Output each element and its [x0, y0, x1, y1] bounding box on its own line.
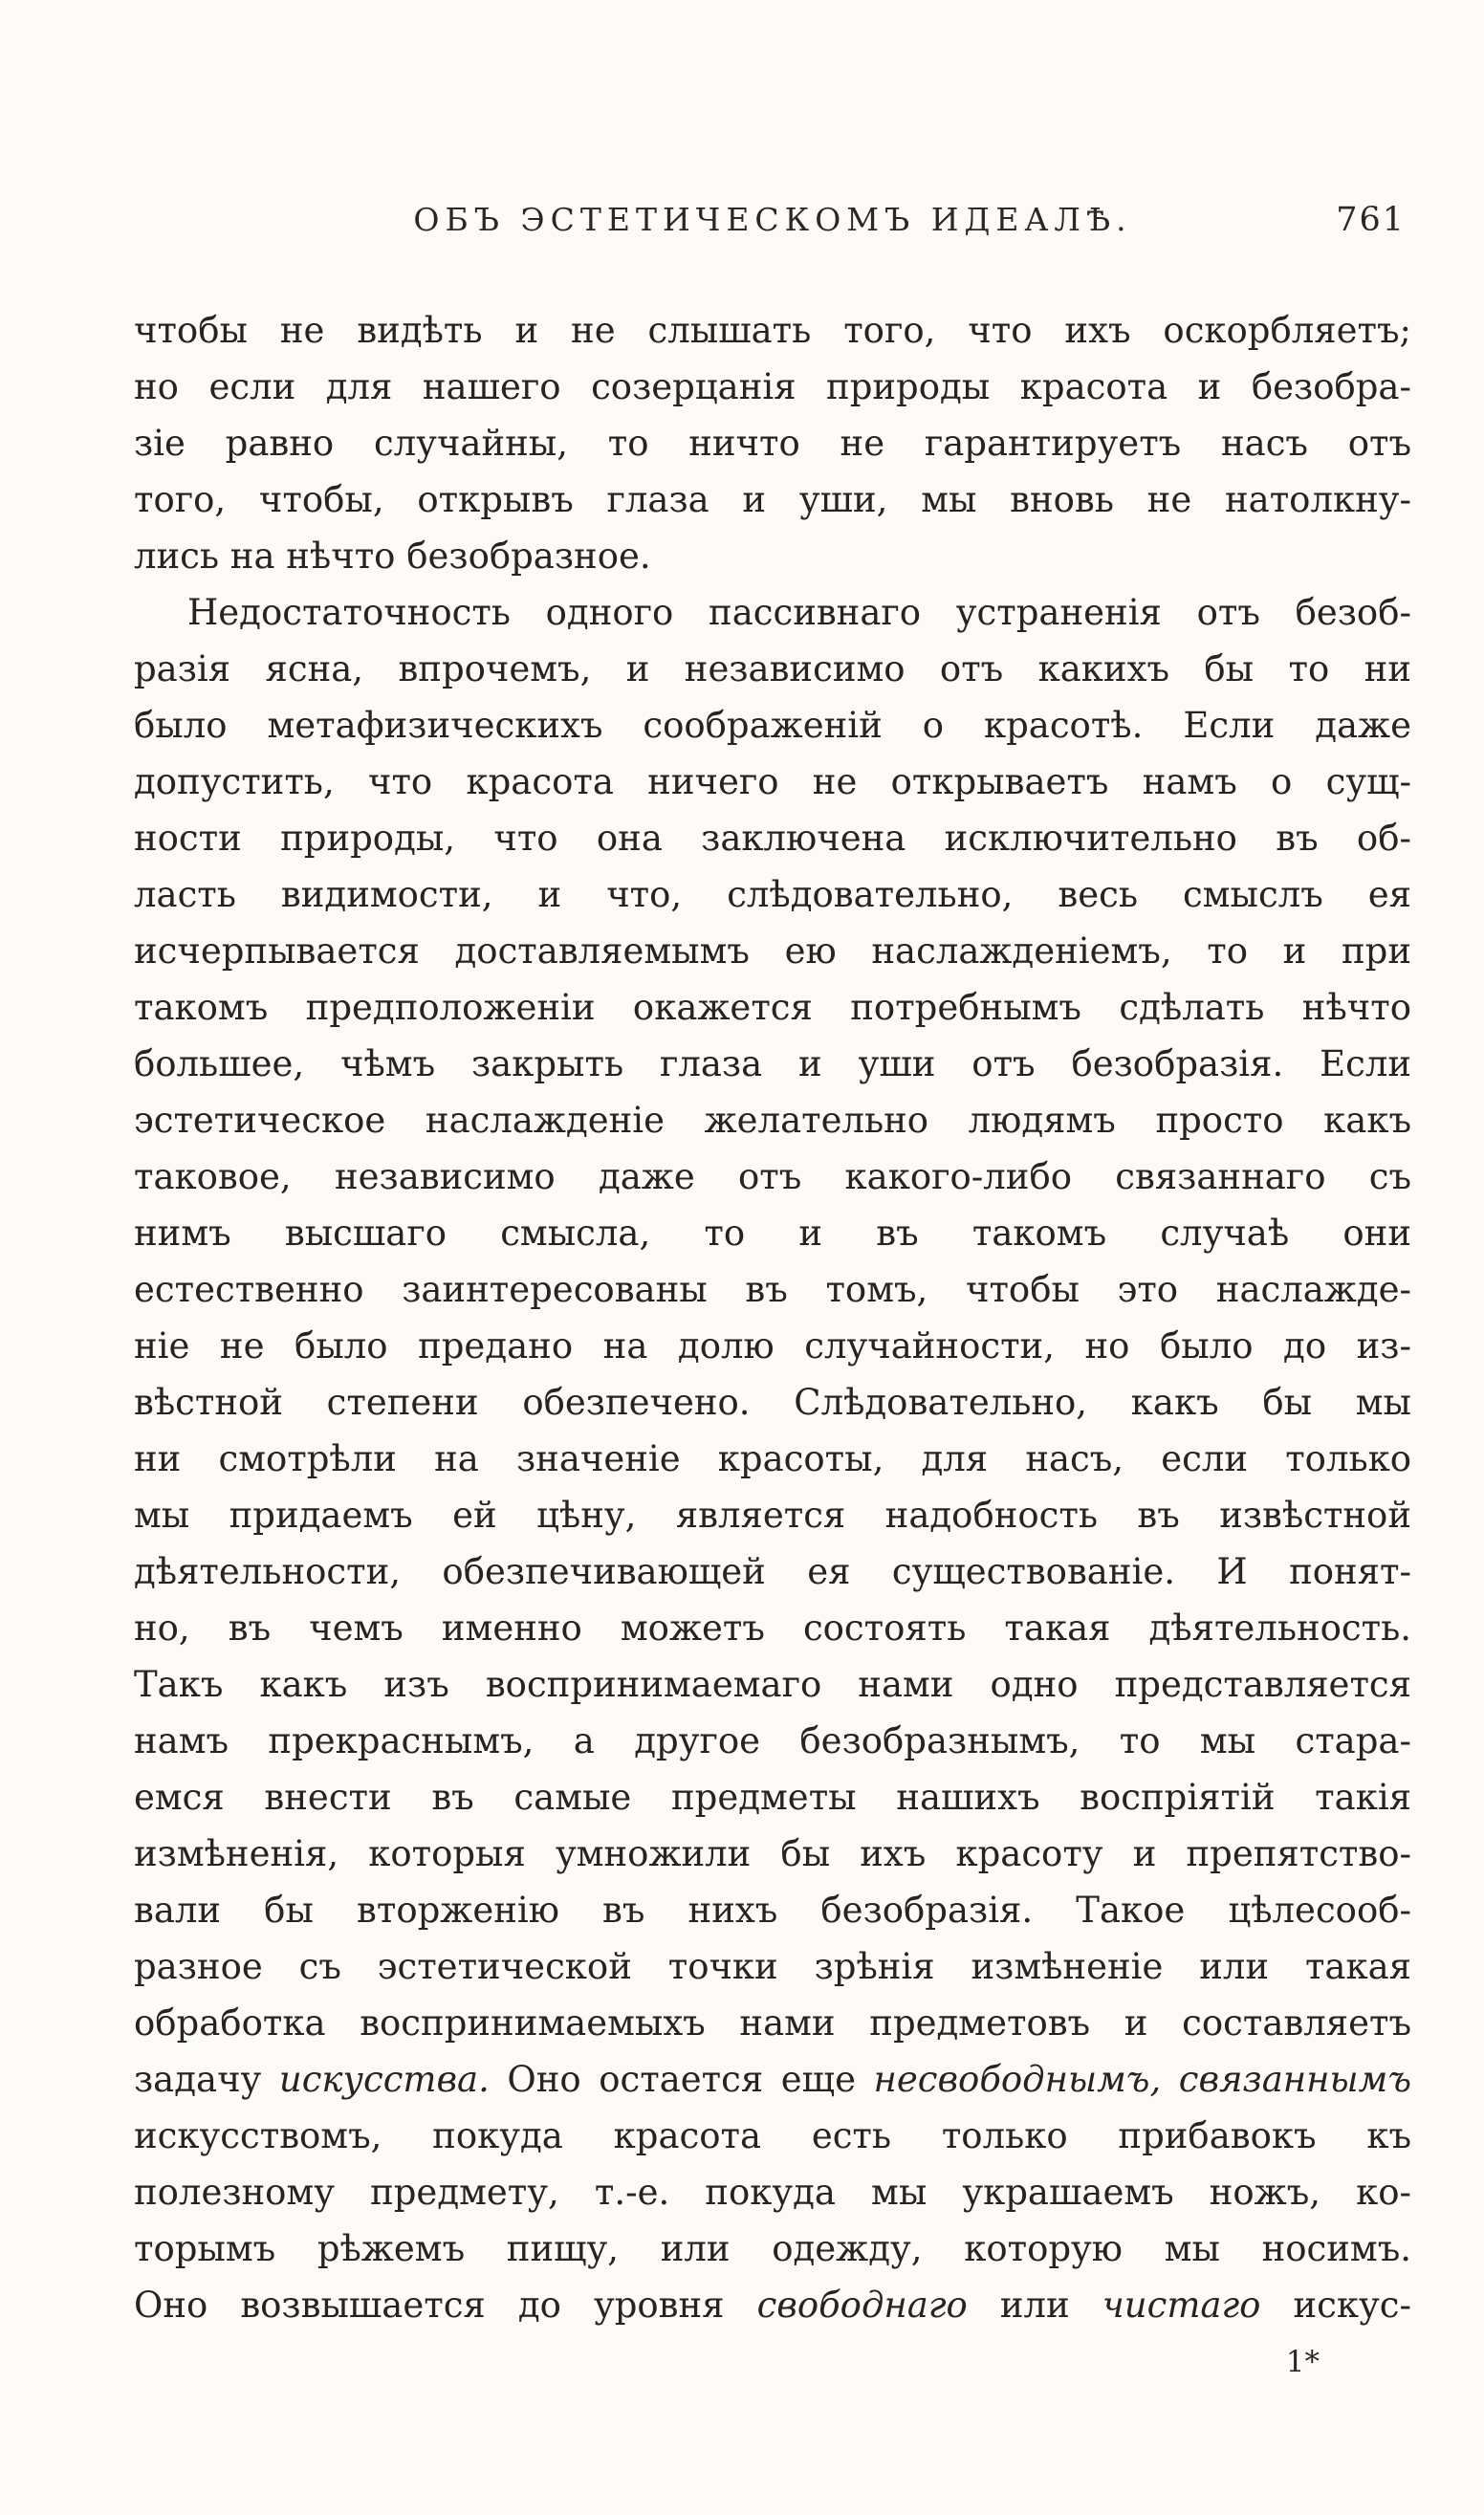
text-line	[134, 2220, 1411, 2277]
text-line	[134, 1374, 1411, 1431]
text-segment: измѣненія, которыя умножили бы ихъ красоту и препятство-	[134, 1833, 1411, 1874]
text-segment: разное съ эстетической точки зрѣнія измѣненіе или такая	[134, 1946, 1411, 1987]
text-line	[134, 1826, 1411, 1882]
text-segment: емся внести въ самые предметы нашихъ воспріятій такія	[134, 1777, 1411, 1818]
text-segment: Оно остается еще	[489, 2059, 874, 2100]
text-segment: Оно возвышается до уровня	[134, 2285, 757, 2326]
text-line	[134, 1713, 1411, 1769]
text-segment: торымъ рѣжемъ пищу, или одежду, которую мы носимъ.	[134, 2228, 1411, 2269]
text-line	[134, 2277, 1411, 2333]
text-line	[134, 2164, 1411, 2220]
text-line	[134, 471, 1411, 528]
text-line	[134, 528, 1411, 584]
text-segment: намъ прекраснымъ, а другое безобразнымъ, то мы стара-	[134, 1720, 1411, 1761]
italic-text-segment: свободнаго	[756, 2285, 968, 2326]
text-segment: ни смотрѣли на значеніе красоты, для насъ, если только	[134, 1438, 1411, 1479]
running-header-title: ОБЪ ЭСТЕТИЧЕСКОМЪ ИДЕАЛѢ.	[413, 201, 1132, 238]
text-segment: вѣстной степени обезпечено. Слѣдовательно, какъ бы мы	[134, 1382, 1411, 1423]
text-line	[134, 1769, 1411, 1826]
text-line	[134, 641, 1411, 697]
text-segment: но если для нашего созерцанія природы красота и безобра-	[134, 366, 1411, 407]
text-line	[134, 923, 1411, 979]
text-line	[134, 754, 1411, 810]
text-segment: допустить, что красота ничего не открываетъ намъ о сущ-	[134, 761, 1411, 802]
text-segment: искус-	[1260, 2285, 1411, 2326]
text-line	[134, 1318, 1411, 1374]
text-segment: Недостаточность одного пассивнаго устраненія отъ безоб-	[187, 592, 1411, 633]
text-line	[134, 1431, 1411, 1487]
text-segment: зіе равно случайны, то ничто не гарантируетъ насъ отъ	[134, 423, 1411, 464]
text-line	[134, 1487, 1411, 1543]
text-line	[134, 1882, 1411, 1938]
page-number: 761	[1336, 201, 1406, 239]
text-line	[134, 810, 1411, 866]
text-line	[134, 1600, 1411, 1656]
body-text	[134, 302, 1411, 2333]
text-line	[134, 1938, 1411, 1995]
text-segment: естественно заинтересованы въ томъ, чтобы это наслажде-	[134, 1269, 1411, 1310]
text-line	[134, 584, 1411, 641]
text-segment: обработка воспринимаемыхъ нами предметовъ и составляетъ	[134, 2002, 1411, 2044]
text-line	[134, 1261, 1411, 1318]
text-segment: дѣятельности, обезпечивающей ея существованіе. И понят-	[134, 1551, 1411, 1592]
italic-text-segment: несвободнымъ, связаннымъ	[873, 2059, 1411, 2100]
text-line	[134, 1148, 1411, 1205]
text-segment: ніе не было предано на долю случайности, но было до из-	[134, 1325, 1411, 1367]
text-line	[134, 1092, 1411, 1148]
text-line	[134, 1656, 1411, 1713]
text-line	[134, 302, 1411, 359]
text-segment: вали бы вторженію въ нихъ безобразія. Такое цѣлесооб-	[134, 1890, 1411, 1931]
text-line	[134, 866, 1411, 923]
text-line	[134, 1205, 1411, 1261]
text-segment: таковое, независимо даже отъ какого-либо связаннаго съ	[134, 1156, 1411, 1197]
text-segment: мы придаемъ ей цѣну, является надобность въ извѣстной	[134, 1495, 1411, 1536]
text-segment: но, въ чемъ именно можетъ состоять такая дѣятельность.	[134, 1607, 1411, 1649]
text-segment: задачу	[134, 2059, 279, 2100]
text-segment: было метафизическихъ соображеній о красотѣ. Если даже	[134, 705, 1411, 746]
signature-mark: 1*	[1285, 2345, 1320, 2379]
text-segment: нимъ высшаго смысла, то и въ такомъ случаѣ они	[134, 1213, 1411, 1254]
text-line	[134, 2108, 1411, 2164]
text-segment: или	[967, 2285, 1102, 2326]
text-line	[134, 697, 1411, 754]
text-segment: искусствомъ, покуда красота есть только прибавокъ къ	[134, 2115, 1411, 2156]
text-segment: такомъ предположеніи окажется потребнымъ сдѣлать нѣчто	[134, 987, 1411, 1028]
text-segment: Такъ какъ изъ воспринимаемаго нами одно представляется	[134, 1664, 1411, 1705]
text-segment: большее, чѣмъ закрыть глаза и уши отъ безобразія. Если	[134, 1043, 1411, 1084]
text-segment: ласть видимости, и что, слѣдовательно, весь смыслъ ея	[134, 874, 1411, 915]
text-segment: лись на нѣчто безобразное.	[134, 536, 651, 577]
text-segment: чтобы не видѣть и не слышать того, что ихъ оскорбляетъ;	[134, 310, 1411, 351]
text-line	[134, 2051, 1411, 2108]
running-header	[134, 197, 1411, 243]
italic-text-segment: чистаго	[1102, 2285, 1261, 2326]
text-line	[134, 1995, 1411, 2051]
text-segment: того, чтобы, открывъ глаза и уши, мы вновь не натолкну-	[134, 479, 1411, 520]
italic-text-segment: искусства.	[278, 2059, 490, 2100]
text-segment: исчерпывается доставляемымъ ею наслажденіемъ, то и при	[134, 930, 1411, 972]
text-segment: ности природы, что она заключена исключительно въ об-	[134, 818, 1411, 859]
text-segment: полезному предмету, т.-е. покуда мы украшаемъ ножъ, ко-	[134, 2172, 1411, 2213]
text-segment: разія ясна, впрочемъ, и независимо отъ какихъ бы то ни	[134, 648, 1411, 689]
text-segment: эстетическое наслажденіе желательно людямъ просто какъ	[134, 1100, 1411, 1141]
text-line	[134, 979, 1411, 1036]
text-line	[134, 1543, 1411, 1600]
text-line	[134, 359, 1411, 415]
text-line	[134, 415, 1411, 471]
text-line	[134, 1036, 1411, 1092]
